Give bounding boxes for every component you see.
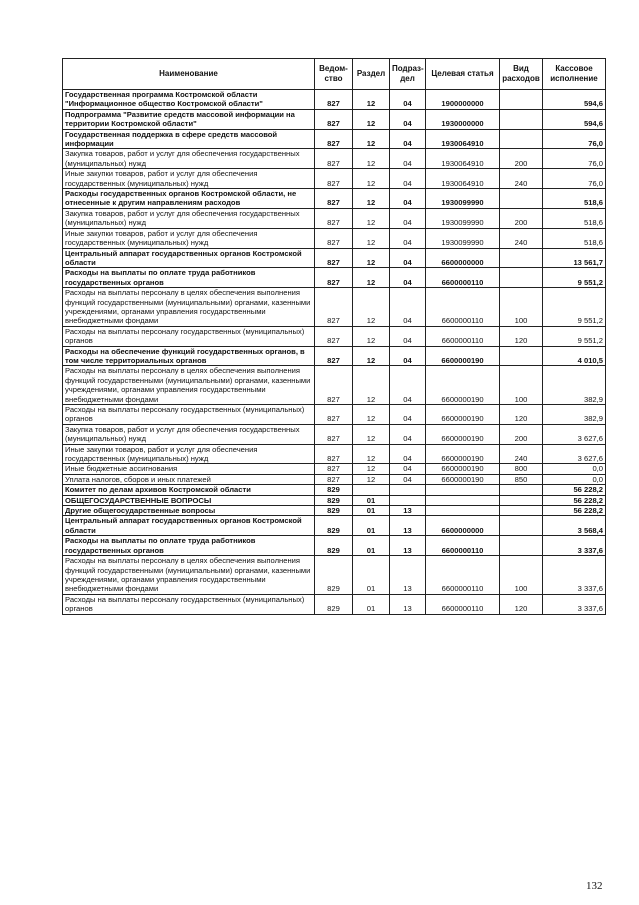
row-amount: 56 228,2: [543, 506, 606, 516]
table-row: [63, 149, 606, 169]
table-row: [63, 189, 606, 209]
row-subsection: 04: [390, 326, 426, 346]
header-section: Раздел: [353, 59, 390, 90]
header-amount: Кассовое исполнение: [543, 59, 606, 90]
row-exptype: 200: [500, 149, 543, 169]
row-name: Уплата налогов, сборов и иных платежей: [63, 474, 315, 484]
row-name: Расходы на выплаты персоналу государственных (муниципальных) органов: [63, 405, 315, 425]
table-row: [63, 268, 606, 288]
row-name: Расходы на выплаты персоналу в целях обеспечения выполнения функций государственными (муниципальными) органами, казенными учреждениями, органами управления государственными внебюджетными фондами: [63, 366, 315, 405]
row-name: Иные закупки товаров, работ и услуг для обеспечения государственных (муниципальных) нужд: [63, 169, 315, 189]
budget-table: [62, 58, 606, 615]
row-exptype: [500, 485, 543, 495]
row-subsection: 04: [390, 189, 426, 209]
row-exptype: 200: [500, 208, 543, 228]
row-target: [426, 506, 500, 516]
header-name: Наименование: [63, 59, 315, 90]
row-target: 6600000190: [426, 405, 500, 425]
row-section: 12: [353, 405, 390, 425]
row-target: 6600000110: [426, 594, 500, 614]
table-row: [63, 516, 606, 536]
table-row: [63, 444, 606, 464]
row-name: Иные бюджетные ассигнования: [63, 464, 315, 474]
row-name: Закупка товаров, работ и услуг для обеспечения государственных (муниципальных) нужд: [63, 208, 315, 228]
row-subsection: 13: [390, 556, 426, 595]
row-section: 12: [353, 228, 390, 248]
row-dept: 827: [315, 208, 353, 228]
row-target: 6600000190: [426, 474, 500, 484]
row-section: 01: [353, 556, 390, 595]
row-target: 1930064910: [426, 149, 500, 169]
table-row: [63, 208, 606, 228]
row-dept: 827: [315, 464, 353, 474]
table-row: [63, 506, 606, 516]
row-exptype: 120: [500, 405, 543, 425]
row-target: 6600000000: [426, 516, 500, 536]
table-row: [63, 474, 606, 484]
row-dept: 827: [315, 169, 353, 189]
header-exptype: Вид расходов: [500, 59, 543, 90]
row-exptype: 240: [500, 444, 543, 464]
table-row: [63, 594, 606, 614]
row-name: Подпрограмма "Развитие средств массовой информации на территории Костромской области": [63, 109, 315, 129]
row-target: 6600000190: [426, 424, 500, 444]
row-exptype: 850: [500, 474, 543, 484]
table-row: [63, 536, 606, 556]
row-exptype: [500, 129, 543, 149]
row-target: 1930099990: [426, 208, 500, 228]
row-dept: 827: [315, 129, 353, 149]
row-target: [426, 495, 500, 505]
table-row: [63, 169, 606, 189]
row-amount: 518,6: [543, 228, 606, 248]
row-amount: 4 010,5: [543, 346, 606, 366]
row-subsection: [390, 495, 426, 505]
row-amount: 0,0: [543, 464, 606, 474]
row-name: Расходы на выплаты по оплате труда работников государственных органов: [63, 536, 315, 556]
row-target: 6600000110: [426, 268, 500, 288]
row-name: Государственная поддержка в сфере средств массовой информации: [63, 129, 315, 149]
row-amount: 3 627,6: [543, 444, 606, 464]
row-target: 6600000000: [426, 248, 500, 268]
row-target: 6600000190: [426, 444, 500, 464]
header-dept: Ведом-ство: [315, 59, 353, 90]
row-dept: 827: [315, 228, 353, 248]
row-amount: 9 551,2: [543, 288, 606, 327]
table-row: [63, 326, 606, 346]
row-subsection: 13: [390, 516, 426, 536]
row-subsection: 13: [390, 506, 426, 516]
row-subsection: 04: [390, 346, 426, 366]
row-dept: 829: [315, 485, 353, 495]
row-subsection: 04: [390, 149, 426, 169]
row-subsection: 04: [390, 366, 426, 405]
row-dept: 829: [315, 495, 353, 505]
row-exptype: [500, 90, 543, 110]
row-name: ОБЩЕГОСУДАРСТВЕННЫЕ ВОПРОСЫ: [63, 495, 315, 505]
row-exptype: 100: [500, 288, 543, 327]
table-row: [63, 90, 606, 110]
row-section: 12: [353, 268, 390, 288]
table-row: [63, 288, 606, 327]
row-amount: 3 337,6: [543, 536, 606, 556]
row-name: Расходы на выплаты персоналу в целях обеспечения выполнения функций государственными (муниципальными) органами, казенными учреждениями, органами управления государственными внебюджетными фондами: [63, 556, 315, 595]
row-target: 1930064910: [426, 169, 500, 189]
row-section: 12: [353, 169, 390, 189]
row-dept: 829: [315, 594, 353, 614]
row-target: 6600000190: [426, 366, 500, 405]
row-dept: 827: [315, 326, 353, 346]
row-exptype: [500, 189, 543, 209]
row-section: 01: [353, 594, 390, 614]
row-dept: 829: [315, 516, 353, 536]
row-dept: 829: [315, 556, 353, 595]
row-exptype: [500, 346, 543, 366]
row-subsection: 04: [390, 405, 426, 425]
table-row: [63, 464, 606, 474]
row-section: 12: [353, 248, 390, 268]
row-name: Другие общегосударственные вопросы: [63, 506, 315, 516]
row-section: 01: [353, 516, 390, 536]
row-section: 12: [353, 129, 390, 149]
row-name: Расходы на выплаты по оплате труда работников государственных органов: [63, 268, 315, 288]
row-subsection: 13: [390, 536, 426, 556]
row-name: Комитет по делам архивов Костромской области: [63, 485, 315, 495]
row-amount: 56 228,2: [543, 495, 606, 505]
row-name: Закупка товаров, работ и услуг для обеспечения государственных (муниципальных) нужд: [63, 424, 315, 444]
row-amount: 3 568,4: [543, 516, 606, 536]
row-amount: 594,6: [543, 90, 606, 110]
row-name: Центральный аппарат государственных органов Костромской области: [63, 248, 315, 268]
table-row: [63, 366, 606, 405]
row-dept: 827: [315, 405, 353, 425]
row-amount: 76,0: [543, 149, 606, 169]
row-target: 1930099990: [426, 228, 500, 248]
table-row: [63, 485, 606, 495]
row-amount: 0,0: [543, 474, 606, 484]
row-dept: 827: [315, 149, 353, 169]
row-exptype: 200: [500, 424, 543, 444]
row-section: 12: [353, 444, 390, 464]
row-name: Государственная программа Костромской области "Информационное общество Костромской области": [63, 90, 315, 110]
row-exptype: [500, 109, 543, 129]
row-section: 12: [353, 149, 390, 169]
row-amount: 76,0: [543, 169, 606, 189]
row-section: 12: [353, 464, 390, 474]
row-dept: 827: [315, 288, 353, 327]
row-amount: 13 561,7: [543, 248, 606, 268]
row-amount: 3 337,6: [543, 594, 606, 614]
row-subsection: 04: [390, 248, 426, 268]
row-section: 12: [353, 346, 390, 366]
row-dept: 827: [315, 268, 353, 288]
table-row: [63, 495, 606, 505]
row-subsection: 04: [390, 424, 426, 444]
row-subsection: 04: [390, 268, 426, 288]
row-section: [353, 485, 390, 495]
row-amount: 56 228,2: [543, 485, 606, 495]
row-target: 6600000110: [426, 556, 500, 595]
row-name: Иные закупки товаров, работ и услуг для обеспечения государственных (муниципальных) нужд: [63, 228, 315, 248]
row-exptype: [500, 268, 543, 288]
header-target: Целевая статья: [426, 59, 500, 90]
row-dept: 827: [315, 424, 353, 444]
row-exptype: [500, 516, 543, 536]
row-amount: 594,6: [543, 109, 606, 129]
row-amount: 518,6: [543, 208, 606, 228]
row-target: 6600000190: [426, 346, 500, 366]
row-dept: 827: [315, 189, 353, 209]
row-amount: 9 551,2: [543, 268, 606, 288]
row-name: Закупка товаров, работ и услуг для обеспечения государственных (муниципальных) нужд: [63, 149, 315, 169]
row-subsection: 04: [390, 169, 426, 189]
row-exptype: 120: [500, 594, 543, 614]
row-amount: 76,0: [543, 129, 606, 149]
row-name: Расходы на выплаты персоналу государственных (муниципальных) органов: [63, 326, 315, 346]
row-target: 1900000000: [426, 90, 500, 110]
row-subsection: 04: [390, 474, 426, 484]
row-dept: 829: [315, 506, 353, 516]
row-dept: 827: [315, 90, 353, 110]
row-dept: 829: [315, 536, 353, 556]
row-exptype: [500, 495, 543, 505]
table-row: [63, 109, 606, 129]
row-section: 12: [353, 366, 390, 405]
row-exptype: 240: [500, 228, 543, 248]
row-section: 01: [353, 536, 390, 556]
row-target: 6600000190: [426, 464, 500, 474]
row-subsection: 04: [390, 90, 426, 110]
row-target: [426, 485, 500, 495]
row-subsection: 04: [390, 288, 426, 327]
row-name: Расходы на выплаты персоналу в целях обеспечения выполнения функций государственными (муниципальными) органами, казенными учреждениями, органами управления государственными внебюджетными фондами: [63, 288, 315, 327]
row-amount: 3 627,6: [543, 424, 606, 444]
row-amount: 518,6: [543, 189, 606, 209]
row-exptype: [500, 506, 543, 516]
row-section: 01: [353, 506, 390, 516]
row-subsection: 04: [390, 464, 426, 474]
table-row: [63, 405, 606, 425]
table-body: [63, 90, 606, 615]
table-row: [63, 228, 606, 248]
row-subsection: 04: [390, 444, 426, 464]
row-target: 1930064910: [426, 129, 500, 149]
row-dept: 827: [315, 346, 353, 366]
row-subsection: 04: [390, 129, 426, 149]
row-section: 12: [353, 424, 390, 444]
row-name: Расходы государственных органов Костромской области, не отнесенные к другим направлениям расходов: [63, 189, 315, 209]
table-row: [63, 248, 606, 268]
row-dept: 827: [315, 248, 353, 268]
row-exptype: 100: [500, 556, 543, 595]
row-dept: 827: [315, 444, 353, 464]
row-subsection: 13: [390, 594, 426, 614]
row-target: 1930000000: [426, 109, 500, 129]
row-amount: 382,9: [543, 405, 606, 425]
row-amount: 382,9: [543, 366, 606, 405]
row-section: 12: [353, 208, 390, 228]
row-target: 6600000110: [426, 326, 500, 346]
header-subsection: Подраз-дел: [390, 59, 426, 90]
row-section: 12: [353, 90, 390, 110]
row-name: Расходы на выплаты персоналу государственных (муниципальных) органов: [63, 594, 315, 614]
row-dept: 827: [315, 366, 353, 405]
row-name: Расходы на обеспечение функций государственных органов, в том числе территориальных органов: [63, 346, 315, 366]
row-section: 12: [353, 326, 390, 346]
row-section: 12: [353, 474, 390, 484]
row-exptype: 120: [500, 326, 543, 346]
row-dept: 827: [315, 109, 353, 129]
row-section: 12: [353, 189, 390, 209]
row-dept: 827: [315, 474, 353, 484]
row-target: 1930099990: [426, 189, 500, 209]
table-row: [63, 129, 606, 149]
row-exptype: 100: [500, 366, 543, 405]
row-section: 12: [353, 288, 390, 327]
row-target: 6600000110: [426, 536, 500, 556]
row-subsection: 04: [390, 109, 426, 129]
table-row: [63, 556, 606, 595]
page-number: 132: [586, 880, 603, 892]
row-exptype: 800: [500, 464, 543, 474]
row-section: 12: [353, 109, 390, 129]
row-section: 01: [353, 495, 390, 505]
row-subsection: [390, 485, 426, 495]
row-subsection: 04: [390, 228, 426, 248]
row-exptype: [500, 536, 543, 556]
table-row: [63, 424, 606, 444]
row-name: Центральный аппарат государственных органов Костромской области: [63, 516, 315, 536]
row-target: 6600000110: [426, 288, 500, 327]
row-exptype: [500, 248, 543, 268]
row-amount: 9 551,2: [543, 326, 606, 346]
row-subsection: 04: [390, 208, 426, 228]
row-exptype: 240: [500, 169, 543, 189]
table-header-row: [63, 59, 606, 90]
table-row: [63, 346, 606, 366]
row-amount: 3 337,6: [543, 556, 606, 595]
row-name: Иные закупки товаров, работ и услуг для обеспечения государственных (муниципальных) нужд: [63, 444, 315, 464]
